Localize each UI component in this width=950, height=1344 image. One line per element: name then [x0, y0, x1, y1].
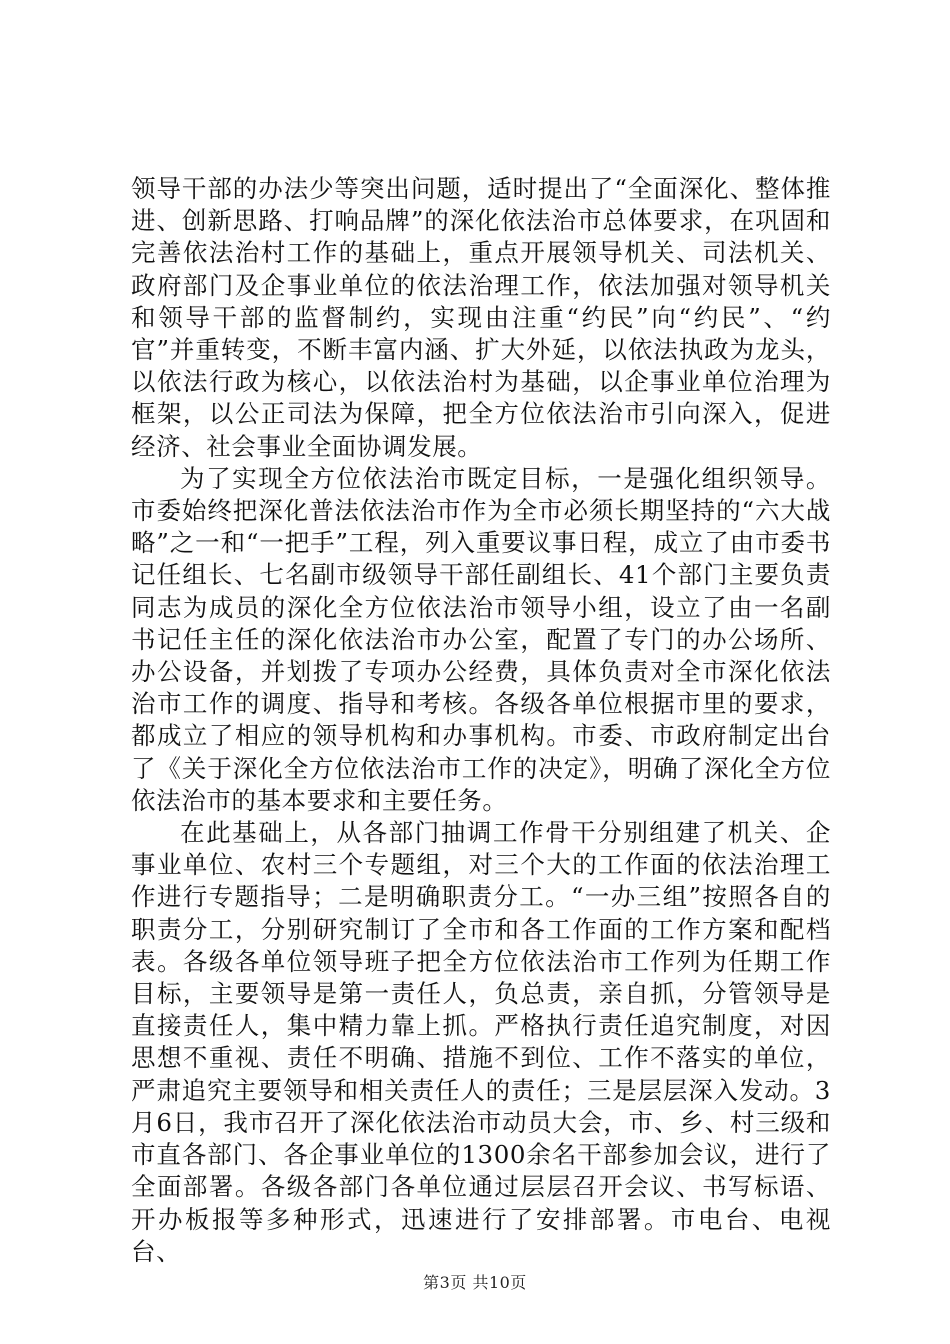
paragraph-2: 为了实现全方位依法治市既定目标，一是强化组织领导。市委始终把深化普法依法治市作为全市必须长期坚持的“六大战略”之一和“一把手”工程，列入重要议事日程，成立了由市委书记任组长、七名副市级领导干部任副组长、41个部门主要负责同志为成员的深化全方位依法治市领导小组，设立了由一名副书记任主任的深化依法治市办公室，配置了专门的办公场所、办公设备，并划拨了专项办公经费，具体负责对全市深化依法治市工作的调度、指导和考核。各级各单位根据市里的要求，都成立了相应的领导机构和办事机构。市委、市政府制定出台了《关于深化全方位依法治市工作的决定》，明确了深化全方位依法治市的基本要求和主要任务。 — [131, 463, 831, 815]
paragraph-1: 领导干部的办法少等突出问题，适时提出了“全面深化、整体推进、创新思路、打响品牌”的深化依法治市总体要求，在巩固和完善依法治村工作的基础上，重点开展领导机关、司法机关、政府部门及企事业单位的依法治理工作，依法加强对领导机关和领导干部的监督制约，实现由注重“约民”向“约民”、“约官”并重转变，不断丰富内涵、扩大外延，以依法执政为龙头，以依法行政为核心，以依法治村为基础，以企事业单位治理为框架，以公正司法为保障，把全方位依法治市引向深入，促进经济、社会事业全面协调发展。 — [131, 174, 831, 461]
paragraph-3: 在此基础上，从各部门抽调工作骨干分别组建了机关、企事业单位、农村三个专题组，对三个大的工作面的依法治理工作进行专题指导；二是明确职责分工。“一办三组”按照各自的职责分工，分别研究制订了全市和各工作面的工作方案和配档表。各级各单位领导班子把全方位依法治市工作列为任期工作目标，主要领导是第一责任人，负总责，亲自抓，分管领导是直接责任人，集中精力靠上抓。严格执行责任追究制度，对因思想不重视、责任不明确、措施不到位、工作不落实的单位，严肃追究主要领导和相关责任人的责任；三是层层深入发动。3月6日，我市召开了深化依法治市动员大会，市、乡、村三级和市直各部门、各企事业单位的1300余名干部参加会议，进行了全面部署。各级各部门各单位通过层层召开会议、书写标语、开办板报等多种形式，迅速进行了安排部署。市电台、电视台、 — [131, 818, 831, 1266]
document-body — [131, 173, 831, 1268]
page-footer: 第3页 共10页 — [423, 1273, 527, 1292]
